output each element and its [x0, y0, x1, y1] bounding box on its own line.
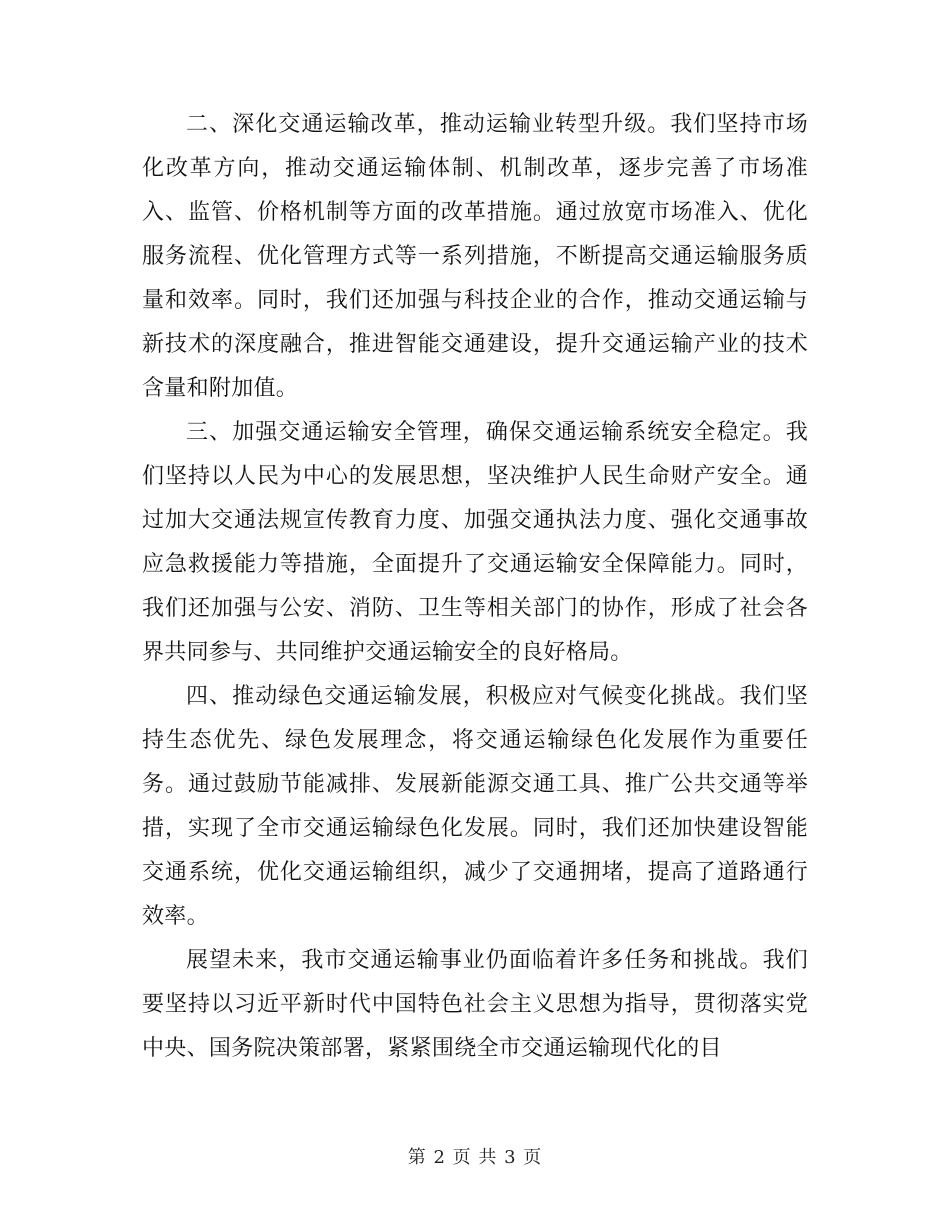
paragraph-green: 四、推动绿色交通运输发展，积极应对气候变化挑战。我们坚持生态优先、绿色发展理念，将交通运输绿色化发展作为重要任务。通过鼓励节能减排、发展新能源交通工具、推广公共交通等举措，实现了全市交通运输绿色化发展。同时，我们还加快建设智能交通系统，优化交通运输组织，减少了交通拥堵，提高了道路通行效率。 — [142, 684, 808, 929]
page-number-footer: 第 2 页 共 3 页 — [407, 1147, 543, 1168]
document-body — [142, 103, 808, 1071]
paragraph-safety: 三、加强交通运输安全管理，确保交通运输系统安全稳定。我们坚持以人民为中心的发展思想，坚决维护人民生命财产安全。通过加大交通法规宣传教育力度、加强交通执法力度、强化交通事故应急救援能力等措施，全面提升了交通运输安全保障能力。同时，我们还加强与公安、消防、卫生等相关部门的协作，形成了社会各界共同参与、共同维护交通运输安全的良好格局。 — [142, 420, 808, 665]
paragraph-reform: 二、深化交通运输改革，推动运输业转型升级。我们坚持市场化改革方向，推动交通运输体制、机制改革，逐步完善了市场准入、监管、价格机制等方面的改革措施。通过放宽市场准入、优化服务流程、优化管理方式等一系列措施，不断提高交通运输服务质量和效率。同时，我们还加强与科技企业的合作，推动交通运输与新技术的深度融合，推进智能交通建设，提升交通运输产业的技术含量和附加值。 — [142, 112, 808, 401]
paragraph-outlook: 展望未来，我市交通运输事业仍面临着许多任务和挑战。我们要坚持以习近平新时代中国特色社会主义思想为指导，贯彻落实党中央、国务院决策部署，紧紧围绕全市交通运输现代化的目 — [142, 948, 808, 1061]
